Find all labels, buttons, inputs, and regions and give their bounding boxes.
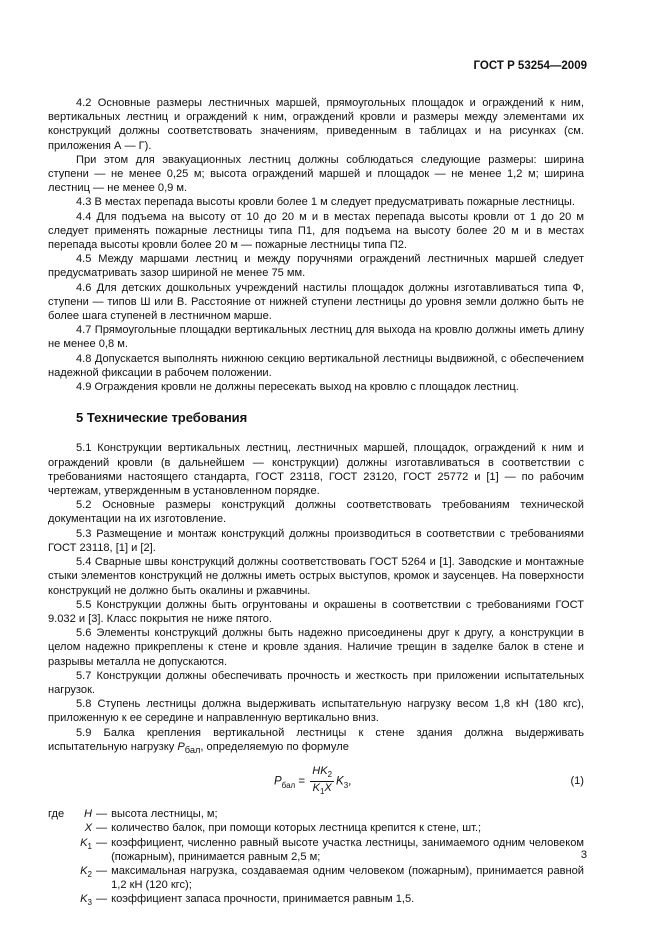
page-body: [48, 96, 584, 911]
formula-num-main: HK: [312, 765, 328, 778]
definition-item: [48, 864, 584, 892]
definition-symbol-sub: 3: [87, 898, 92, 908]
formula-numerator: [310, 765, 334, 782]
document-header: ГОСТ Р 53254—2009: [473, 60, 587, 72]
section-4-paragraph: 4.6 Для детских дошкольных учреждений настилы площадок должны изготавливаться типа Ф, ступени — типов Ш или В. Расстояние от нижней ступени лестницы до уровня земли должно быть не более шага ступеней в лестничном марше.: [48, 281, 584, 323]
paragraph-5-9-tail: , определяемую по формуле: [200, 740, 349, 753]
section-4-paragraph: При этом для эвакуационных лестниц должны соблюдаться следующие размеры: ширина ступени — не менее 0,25 м; высота ограждений маршей и площадок — не менее 1,2 м; ширина лестниц — не менее 0,9 м.: [48, 153, 584, 195]
formula-trail: ,: [348, 775, 352, 788]
section-5-paragraph: 5.4 Сварные швы конструкций должны соответствовать ГОСТ 5264 и [1]. Заводские и монтажные стыки элементов конструкций не должны иметь острых выступов, кромок и заусенцев. На поверхности конструкций не должно быть окалины и ржавчины.: [48, 556, 584, 597]
definition-text: максимальная нагрузка, создаваемая одним человеком (пожарным), принимается равной 1,2 кН (120 кгс);: [111, 864, 584, 892]
section-4-paragraph: 4.5 Между маршами лестниц и между поручнями ограждений лестничных маршей следует предусматривать зазор шириной не менее 75 мм.: [48, 253, 584, 280]
formula-rhs-k: K: [336, 775, 344, 788]
section-5-paragraph: 5.1 Конструкции вертикальных лестниц, лестничных маршей, площадок, ограждений к ним и ограждений кровли (в дальнейшем — конструкции) должны изготавливаться в соответствии с требованиями настоящего стандарта, ГОСТ 23118, ГОСТ 23120, ГОСТ 25772 и [1] — по рабочим чертежам, утвержденным в установленном порядке.: [48, 442, 584, 498]
formula-fraction: [310, 765, 334, 798]
page-number: 3: [580, 849, 587, 861]
definition-item: [48, 892, 584, 910]
definition-dash: —: [96, 836, 108, 849]
section-4-paragraph: 4.9 Ограждения кровли не должны пересекать выход на кровлю с площадок лестниц.: [76, 381, 519, 394]
definition-symbol-sub: 2: [87, 870, 92, 880]
formula-num-sub: 2: [327, 770, 333, 780]
section-5-paragraph: 5.5 Конструкции должны быть огрунтованы и окрашены в соответствии с требованиями ГОСТ 9.032 и [3]. Класс покрытия не ниже пятого.: [48, 598, 584, 625]
definition-item: [48, 807, 584, 821]
definition-dash: —: [96, 808, 108, 821]
section-5-paragraph: 5.8 Ступень лестницы должна выдерживать испытательную нагрузку весом 1,8 кН (180 кгс), приложенную к ее середине и направленную вертикально вниз.: [48, 698, 584, 725]
section-4-paragraph: 4.3 В местах перепада высоты кровли более 1 м следует предусматривать пожарные лестницы.: [76, 196, 575, 209]
definition-item: [48, 821, 584, 835]
formula-lhs-sub: бал: [281, 781, 296, 791]
paragraph-5-9-text: 5.9 Балка крепления вертикальной лестницы к стене здания должна выдерживать испытательную нагрузку: [48, 726, 584, 753]
inline-symbol-p-sub: бал: [184, 744, 201, 755]
formula-equals: =: [295, 775, 309, 788]
definition-symbol: K: [80, 864, 88, 877]
section-5-paragraph: 5.3 Размещение и монтаж конструкций должны производиться в соответствии с требованиями ГОСТ 23118, [1] и [2].: [48, 527, 584, 554]
definition-symbol: H: [83, 808, 92, 821]
definition-dash: —: [96, 822, 108, 835]
section-title: 5 Технические требования: [76, 410, 248, 426]
definition-text: высота лестницы, м;: [111, 808, 218, 821]
formula: [274, 765, 351, 798]
formula-block: [48, 761, 584, 805]
definition-symbol: K: [80, 836, 88, 849]
inline-symbol-p: P: [177, 740, 185, 753]
formula-rhs-k-sub: 3: [343, 781, 349, 791]
where-word: где: [48, 808, 65, 821]
formula-den-k: K: [312, 782, 320, 795]
definition-item: [48, 836, 584, 864]
section-4-paragraph: 4.7 Прямоугольные площадки вертикальных лестниц для выхода на кровлю должны иметь длину не менее 0,8 м.: [48, 324, 584, 351]
section-5-paragraphs: [48, 441, 584, 725]
section-4-paragraph: 4.2 Основные размеры лестничных маршей, прямоугольных площадок и ограждений к ним, вертикальных лестниц и ограждений к ним, ограждений кровли и размеры между элементами их конструкций должны соответствовать значениям, приведенным в таблицах и на рисунках (см. приложения А — Г).: [48, 97, 584, 152]
definitions-list: [48, 807, 584, 911]
paragraph-5-9: [48, 726, 584, 758]
definition-text: коэффициент, численно равный высоте участка лестницы, занимаемого одним человеком (пожарным), принимается равным 2,5 м;: [111, 836, 584, 863]
definition-symbol-sub: 1: [87, 841, 92, 851]
formula-lhs: P: [274, 775, 282, 788]
definition-dash: —: [96, 864, 108, 877]
formula-den-x: X: [324, 782, 332, 795]
definition-text: количество балок, при помощи которых лестница крепится к стене, шт.;: [111, 822, 482, 835]
formula-denominator: [310, 782, 334, 798]
definition-text: коэффициент запаса прочности, принимается равным 1,5.: [111, 893, 415, 906]
section-5-paragraph: 5.6 Элементы конструкций должны быть надежно присоединены друг к другу, а конструкции в целом надежно прикреплены к стене и кровле здания. Наличие трещин в заделке балок в стене и разрывы металла не допускаются.: [48, 627, 584, 668]
section-4-paragraph: 4.4 Для подъема на высоту от 10 до 20 м и в местах перепада высоты кровли от 1 до 20 м следует применять пожарные лестницы типа П1, для подъема на высоту более 20 м и в местах перепада высоты кровли более 20 м — пожарные лестницы типа П2.: [48, 210, 584, 252]
section-4-paragraphs: [48, 96, 584, 394]
section-5-paragraph: 5.2 Основные размеры конструкций должны соответствовать требованиям технической документации на их изготовление.: [48, 499, 584, 526]
definition-symbol: X: [84, 822, 92, 835]
equation-number: (1): [570, 775, 584, 788]
section-4-paragraph: 4.8 Допускается выполнять нижнюю секцию вертикальной лестницы выдвижной, с обеспечением надежной фиксации в рабочем положении.: [48, 352, 584, 379]
section-5-paragraph: 5.7 Конструкции должны обеспечивать прочность и жесткость при приложении испытательных нагрузок.: [48, 669, 584, 696]
formula-den-k-sub: 1: [319, 787, 325, 797]
definition-dash: —: [96, 893, 108, 906]
definition-symbol: K: [80, 893, 88, 906]
